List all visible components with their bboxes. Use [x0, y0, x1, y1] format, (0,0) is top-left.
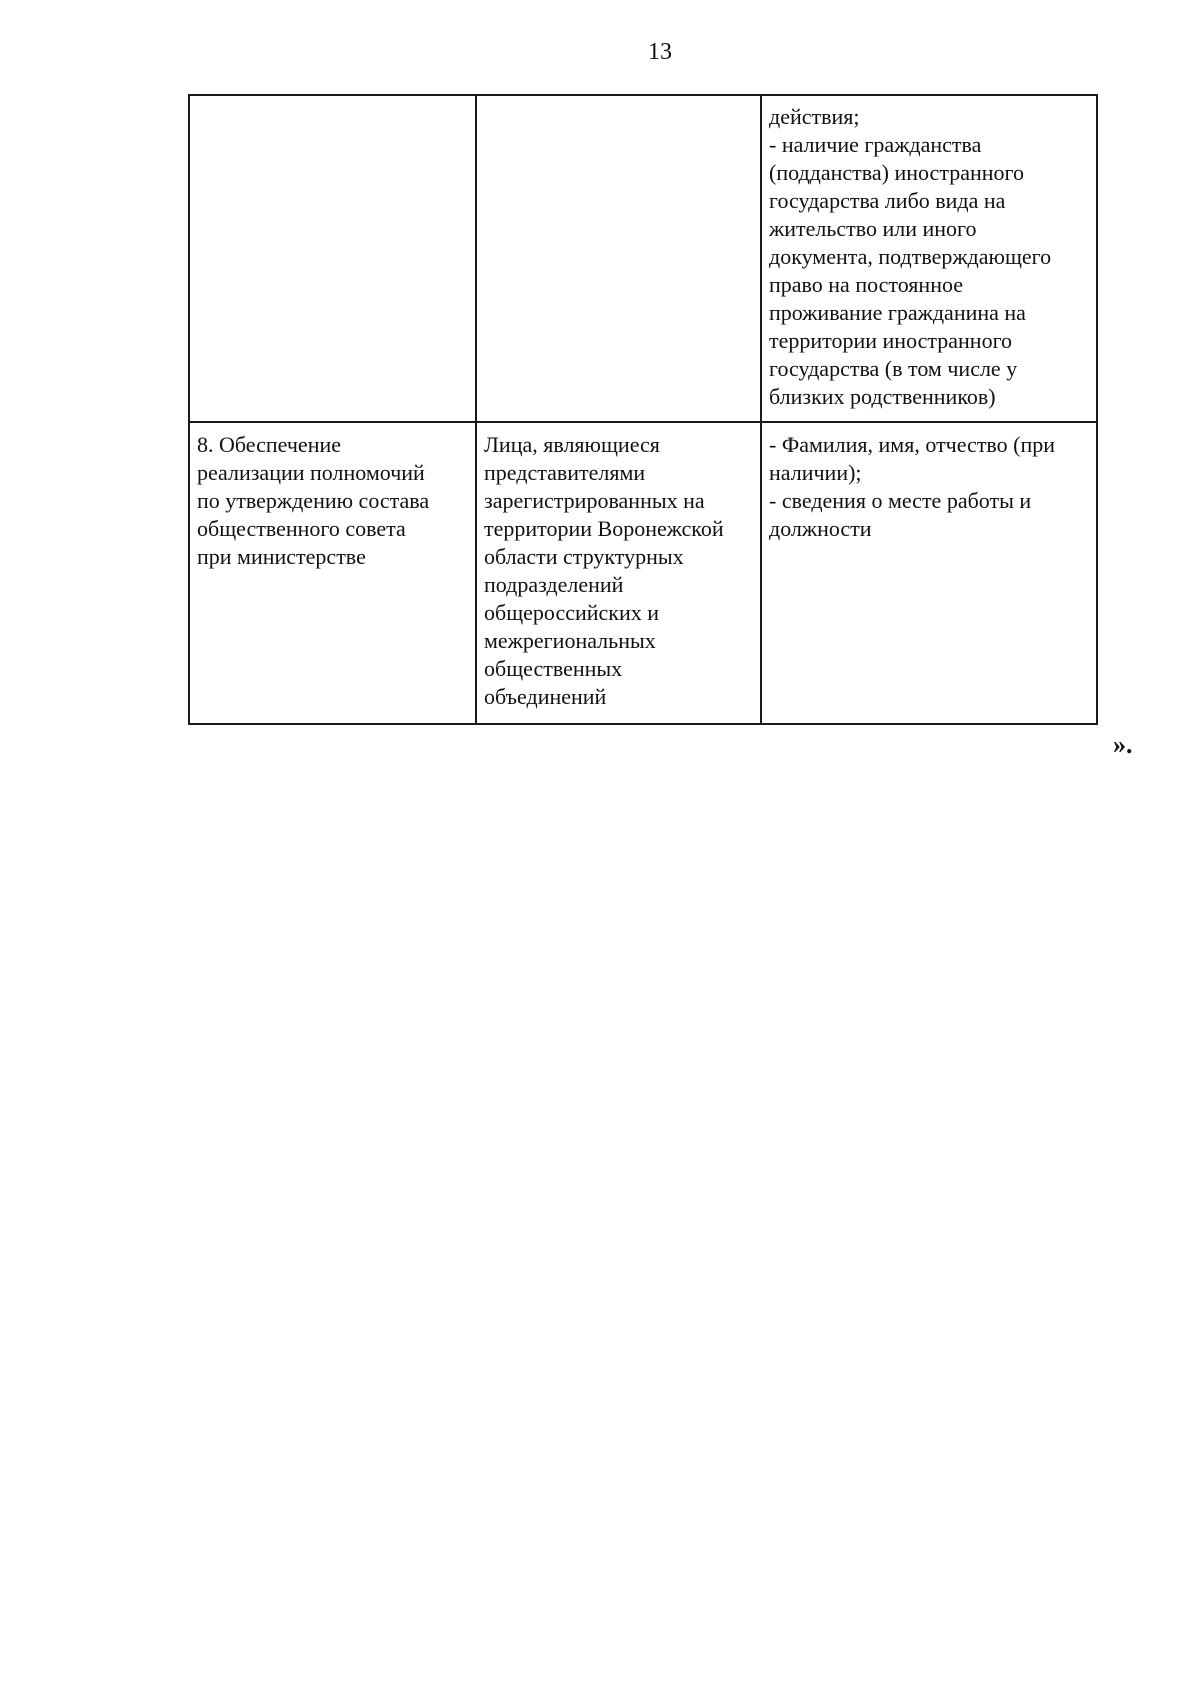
- cell-purpose-empty: [189, 95, 476, 422]
- cell-text-line: общественных: [484, 656, 623, 681]
- cell-subjects-empty: [476, 95, 761, 422]
- closing-quote: ».: [1113, 730, 1133, 759]
- cell-text-line: наличии);: [769, 460, 862, 485]
- cell-text-line: представителями: [484, 460, 646, 485]
- cell-text-line: - сведения о месте работы и: [769, 488, 1032, 513]
- cell-text-line: общероссийских и: [484, 600, 660, 625]
- data-processing-table: [188, 94, 1098, 725]
- page-number: 13: [648, 39, 672, 65]
- cell-text-line: близких родственников): [769, 384, 996, 409]
- table-row-item-8: [189, 422, 1097, 724]
- cell-text-line: зарегистрированных на: [484, 488, 705, 513]
- cell-text-line: документа, подтверждающего: [769, 244, 1052, 269]
- cell-text-line: (подданства) иностранного: [769, 160, 1024, 185]
- cell-text-line: государства (в том числе у: [769, 356, 1018, 381]
- cell-text-line: государства либо вида на: [769, 188, 1006, 213]
- cell-text-line: 8. Обеспечение: [197, 432, 341, 457]
- cell-purpose: [189, 422, 476, 724]
- cell-subjects: [476, 422, 761, 724]
- cell-text-line: должности: [769, 516, 872, 541]
- cell-text-line: реализации полномочий: [197, 460, 425, 485]
- cell-text-line: подразделений: [484, 572, 624, 597]
- cell-data-list: [761, 422, 1097, 724]
- cell-text-line: территории иностранного: [769, 328, 1013, 353]
- cell-text-line: Лица, являющиеся: [484, 432, 660, 457]
- cell-text-line: межрегиональных: [484, 628, 656, 653]
- cell-text-line: области структурных: [484, 544, 684, 569]
- cell-text-line: действия;: [769, 104, 860, 129]
- cell-text-line: - наличие гражданства: [769, 132, 982, 157]
- cell-text-line: право на постоянное: [769, 272, 964, 297]
- cell-data-list: [761, 95, 1097, 422]
- cell-text-line: жительство или иного: [769, 216, 977, 241]
- cell-text-line: по утверждению состава: [197, 488, 430, 513]
- cell-text-line: объединений: [484, 684, 607, 709]
- table-row-continuation: [189, 95, 1097, 422]
- cell-text-line: проживание гражданина на: [769, 300, 1026, 325]
- cell-text-line: при министерстве: [197, 544, 366, 569]
- cell-text-line: общественного совета: [197, 516, 406, 541]
- cell-text-line: территории Воронежской: [484, 516, 724, 541]
- cell-text-line: - Фамилия, имя, отчество (при: [769, 432, 1056, 457]
